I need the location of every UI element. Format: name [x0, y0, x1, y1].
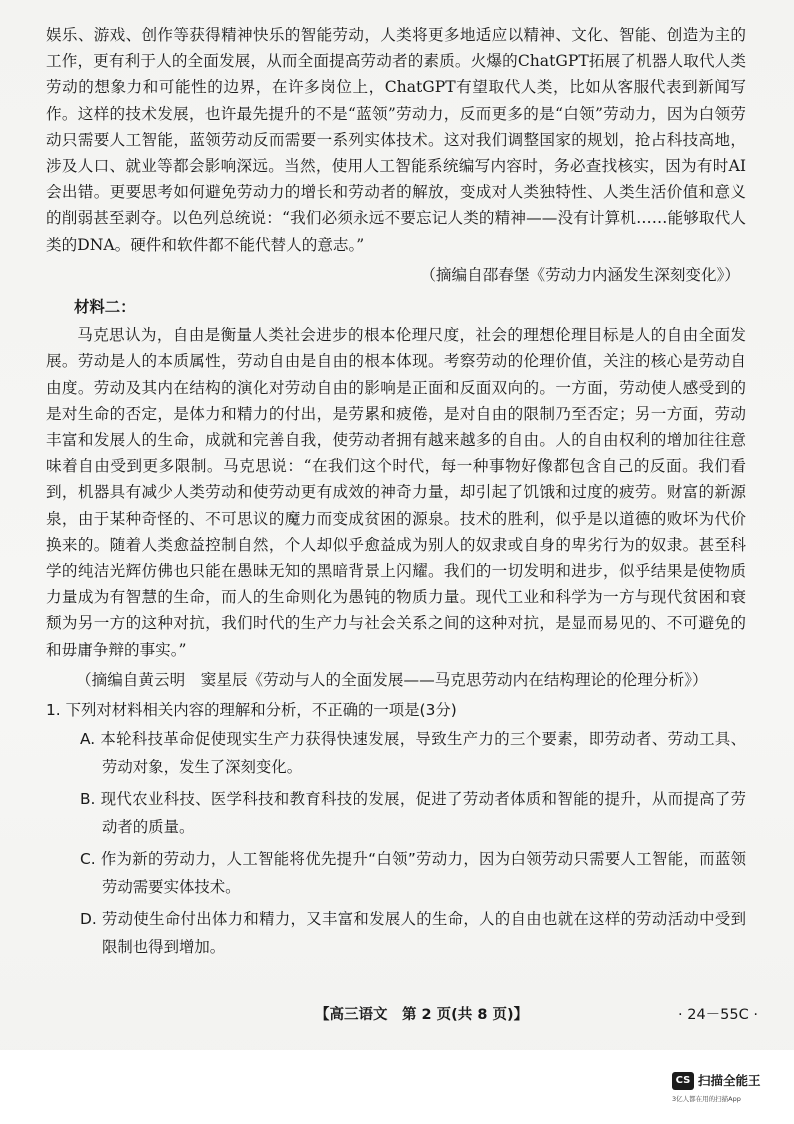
footer-page-info: 【高三语文 第 2 页(共 8 页)】 [315, 1007, 529, 1023]
material1-source: （摘编自邵春堡《劳动力内涵发生深刻变化》） [420, 265, 740, 284]
question-1-option-d: D. 劳动使生命付出体力和精力，又丰富和发展人的生命，人的自由也就在这样的劳动活动中受到限制也得到增加。 [80, 910, 746, 957]
question-1-option-c: C. 作为新的劳动力，人工智能将优先提升“白领”劳动力，因为白领劳动只需要人工智能，而蓝领劳动需要实体技术。 [80, 850, 746, 897]
scanner-app-name: 扫描全能王 [698, 1073, 761, 1088]
footer-exam-code: · 24－55C · [678, 1007, 758, 1023]
material2-heading: 材料二： [74, 298, 136, 317]
page-content [46, 22, 746, 965]
scanner-tagline: 3亿人都在用的扫描App [672, 1095, 741, 1103]
camscanner-logo-icon: CS [672, 1072, 694, 1090]
scanner-watermark [672, 1072, 782, 1112]
question-1-stem: 1. 下列对材料相关内容的理解和分析，不正确的一项是(3分) [46, 701, 457, 720]
question-1-option-a: A. 本轮科技革命促使现实生产力获得快速发展，导致生产力的三个要素，即劳动者、劳动工具、劳动对象，发生了深刻变化。 [80, 730, 746, 777]
material1-paragraph: 娱乐、游戏、创作等获得精神快乐的智能劳动，人类将更多地适应以精神、文化、智能、创造为主的工作，更有利于人的全面发展，从而全面提高劳动者的素质。火爆的ChatGPT拓展了机器人取代人类劳动的想象力和可能性的边界，在许多岗位上，ChatGPT有望取代人类，比如从客服代表到新闻写作。这样的技术发展，也许最先提升的不是“蓝领”劳动力，反而更多的是“白领”劳动力，因为白领劳动只需要人工智能，蓝领劳动反而需要一系列实体技术。这对我们调整国家的规划，抢占科技高地，涉及人口、就业等都会影响深远。当然，使用人工智能系统编写内容时，务必查找核实，因为有时AI会出错。更要思考如何避免劳动力的增长和劳动者的解放，变成对人类独特性、人类生活价值和意义的削弱甚至剥夺。以色列总统说：“我们必须永远不要忘记人类的精神——没有计算机……能够取代人类的DNA。硬件和软件都不能代替人的意志。” [46, 26, 746, 254]
material2-paragraph: 马克思认为，自由是衡量人类社会进步的根本伦理尺度，社会的理想伦理目标是人的自由全面发展。劳动是人的本质属性，劳动自由是自由的根本体现。考察劳动的伦理价值，关注的核心是劳动自由度。劳动及其内在结构的演化对劳动自由的影响是正面和反面双向的。一方面，劳动使人感受到的是对生命的否定，是体力和精力的付出，是劳累和疲倦，是对自由的限制乃至否定；另一方面，劳动丰富和发展人的生命，成就和完善自我，使劳动者拥有越来越多的自由。人的自由权利的增加往往意味着自由受到更多限制。马克思说：“在我们这个时代，每一种事物好像都包含自己的反面。我们看到，机器具有减少人类劳动和使劳动更有成效的神奇力量，却引起了饥饿和过度的疲劳。财富的新源泉，由于某种奇怪的、不可思议的魔力而变成贫困的源泉。技术的胜利，似乎是以道德的败坏为代价换来的。随着人类愈益控制自然，个人却似乎愈益成为别人的奴隶或自身的卑劣行为的奴隶。甚至科学的纯洁光辉仿佛也只能在愚昧无知的黑暗背景上闪耀。我们的一切发明和进步，似乎结果是使物质力量成为有智慧的生命，而人的生命则化为愚钝的物质力量。现代工业和科学为一方与现代贫困和衰颓为另一方的这种对抗，我们时代的生产力与社会关系之间的这种对抗，是显而易见的、不可避免的和毋庸争辩的事实。” [46, 326, 746, 659]
material2-source: （摘编自黄云明 窦星辰《劳动与人的全面发展——马克思劳动内在结构理论的伦理分析》） [76, 670, 708, 689]
question-1-option-b: B. 现代农业科技、医学科技和教育科技的发展，促进了劳动者体质和智能的提升，从而提高了劳动者的质量。 [80, 790, 746, 837]
